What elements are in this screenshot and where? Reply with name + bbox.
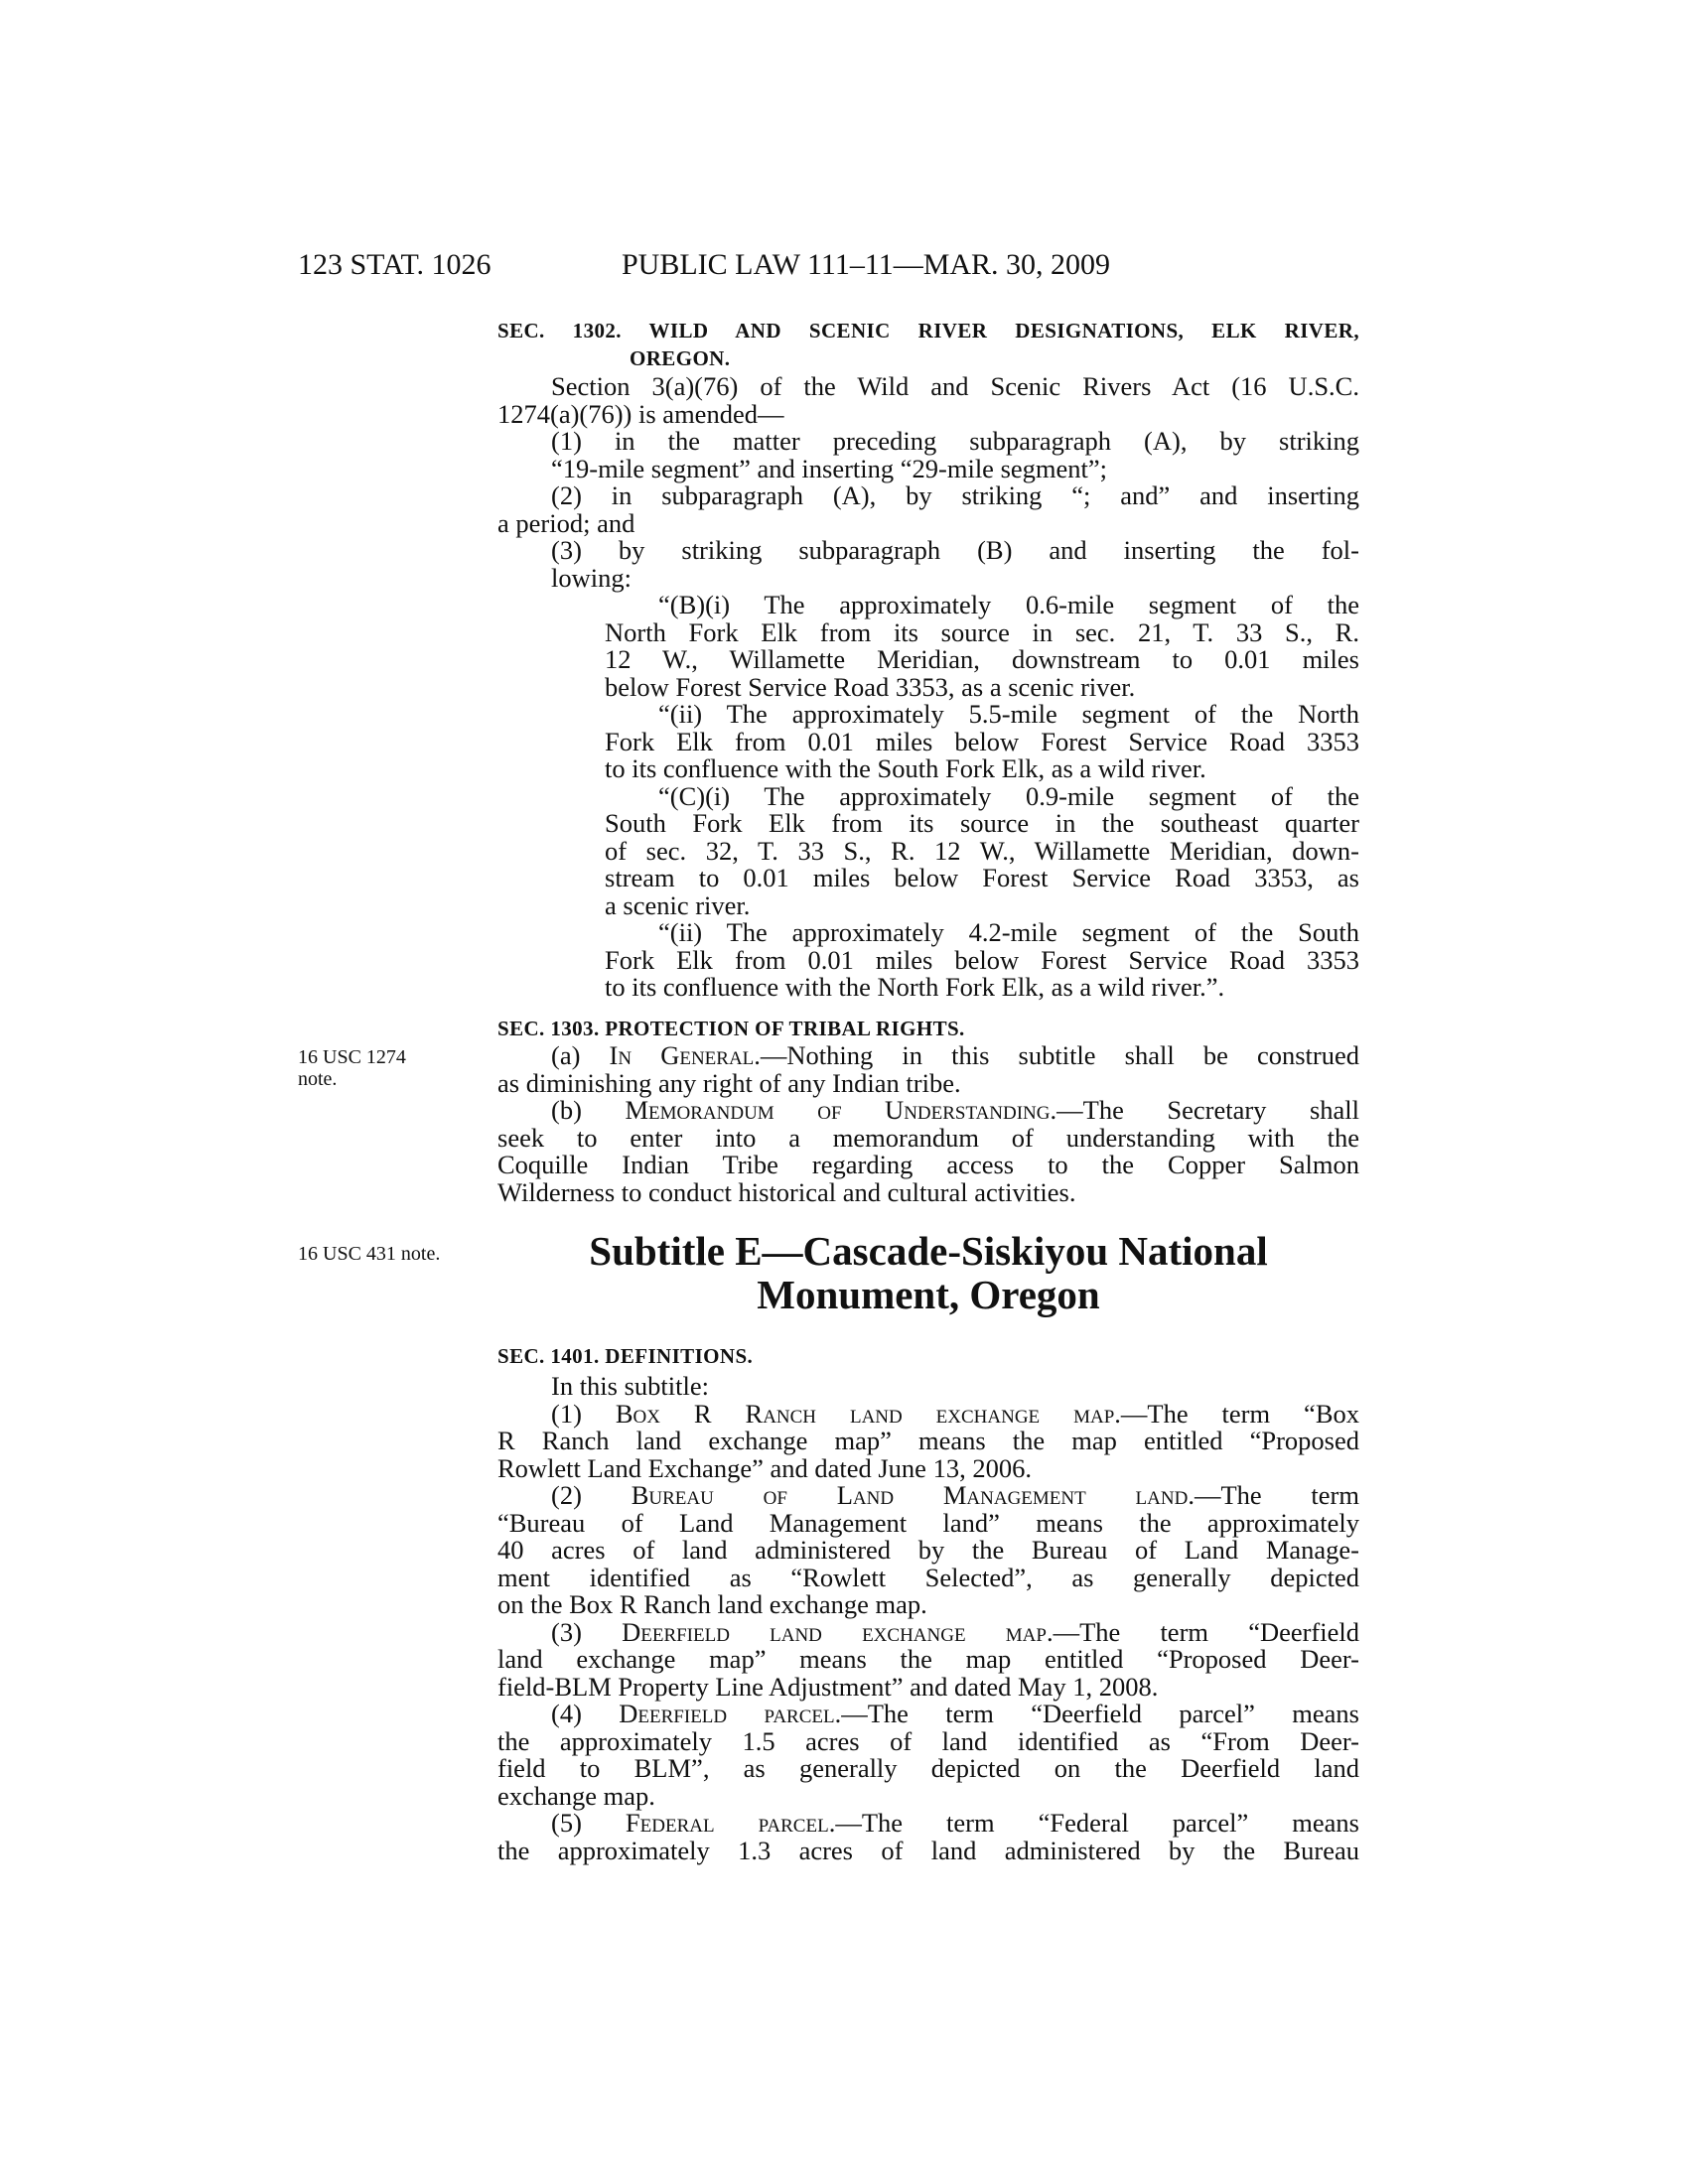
definition-term: Box R Ranch land exchange map — [615, 1398, 1115, 1429]
amendment-text — [497, 373, 1359, 1002]
subtitle-heading — [497, 1229, 1359, 1316]
text-line — [497, 1616, 1359, 1647]
section-1401-heading: SEC. 1401. DEFINITIONS. — [497, 1344, 754, 1368]
text-line: seek to enter into a memorandum of understanding with the — [497, 1122, 1359, 1153]
paragraph-text: .—The term “Deerfield parcel” means — [834, 1699, 1359, 1728]
text-line: field to BLM”, as generally depicted on the Deerfield land — [497, 1753, 1359, 1783]
text-line: exchange map. — [497, 1780, 655, 1811]
quoted-text — [497, 592, 1359, 1002]
paragraph-number: (3) — [551, 1616, 623, 1647]
text-line: field-BLM Property Line Adjustment” and dated May 1, 2008. — [497, 1671, 1159, 1702]
text-line: 40 acres of land administered by the Bureau of Land Manage- — [497, 1535, 1359, 1565]
text-line: Section 3(a)(76) of the Wild and Scenic Rivers Act (16 U.S.C. — [551, 371, 1359, 401]
text-line: ment identified as “Rowlett Selected”, as generally depicted — [497, 1562, 1359, 1592]
paragraph-number: (4) — [551, 1699, 620, 1728]
text-line: (2) in subparagraph (A), by striking “; and” and inserting — [551, 480, 1359, 510]
paragraph-term: In General — [609, 1040, 755, 1070]
text-line: Coquille Indian Tribe regarding access to the Copper Salmon — [497, 1150, 1359, 1179]
paragraph-text: .—The term “Deerfield — [1046, 1616, 1359, 1647]
section-1302 — [497, 318, 1359, 372]
margin-note-line: note. — [298, 1068, 338, 1090]
text-line: 12 W., Willamette Meridian, downstream to 0.01 miles — [605, 644, 1359, 674]
text-line: 1274(a)(76)) is amended— — [497, 398, 784, 429]
text-line: (3) by striking subparagraph (B) and inserting the fol- — [551, 535, 1359, 565]
text-line: North Fork Elk from its source in sec. 21, T. 33 S., R. — [605, 616, 1359, 647]
paragraph-text: .—The term — [1188, 1480, 1359, 1510]
text-line — [497, 1482, 1359, 1510]
paragraph-number: (1) — [551, 1398, 616, 1429]
text-line: Fork Elk from 0.01 miles below Forest Service Road 3353 — [605, 944, 1359, 975]
margin-note: 16 USC 431 note. — [298, 1243, 441, 1265]
running-header: PUBLIC LAW 111–11—MAR. 30, 2009 — [622, 248, 1111, 281]
text-line: “Bureau of Land Management land” means the approximately — [497, 1507, 1359, 1538]
text-line: stream to 0.01 miles below Forest Service Road 3353, as — [605, 863, 1359, 892]
paragraph-number: (a) — [551, 1040, 610, 1070]
text-line: the approximately 1.3 acres of land administered by the Bureau — [497, 1835, 1359, 1865]
text-line: as diminishing any right of any Indian tribe. — [497, 1067, 961, 1098]
text-line — [497, 1042, 1359, 1070]
text-line: on the Box R Ranch land exchange map. — [497, 1589, 927, 1619]
text-line — [497, 1097, 1359, 1125]
text-line: of sec. 32, T. 33 S., R. 12 W., Willamette Meridian, down- — [605, 835, 1359, 866]
text-line: (1) in the matter preceding subparagraph (A), by striking — [551, 426, 1359, 456]
section-heading: SEC. 1302. WILD AND SCENIC RIVER DESIGNATIONS, ELK RIVER, — [497, 319, 1359, 342]
section-1303-heading: SEC. 1303. PROTECTION OF TRIBAL RIGHTS. — [497, 1017, 965, 1040]
section-heading-continued: OREGON. — [630, 345, 731, 370]
definition-term: Bureau of Land Management land — [631, 1480, 1189, 1510]
text-line: Fork Elk from 0.01 miles below Forest Service Road 3353 — [605, 726, 1359, 756]
text-line: “(C)(i) The approximately 0.9-mile segment of the — [658, 780, 1359, 811]
text-line: “19-mile segment” and inserting “29-mile segment”; — [551, 453, 1108, 483]
margin-note — [298, 1046, 467, 1090]
text-line: “(B)(i) The approximately 0.6-mile segment of the — [658, 590, 1359, 619]
text-line: R Ranch land exchange map” means the map entitled “Proposed — [497, 1426, 1359, 1455]
text-line: Rowlett Land Exchange” and dated June 13, 2006. — [497, 1452, 1032, 1483]
subtitle-heading-line: Subtitle E—Cascade-Siskiyou National — [589, 1228, 1268, 1274]
text-line: lowing: — [551, 562, 632, 593]
paragraph-number: (b) — [551, 1095, 626, 1125]
section-1303-body — [497, 1042, 1359, 1206]
text-line: “(ii) The approximately 4.2-mile segment of the South — [658, 917, 1359, 947]
text-line — [497, 1701, 1359, 1728]
definition-term: Federal parcel — [625, 1808, 829, 1838]
text-line: Wilderness to conduct historical and cultural activities. — [497, 1176, 1076, 1207]
text-line: land exchange map” means the map entitled “Proposed Deer- — [497, 1644, 1359, 1674]
text-line: a scenic river. — [605, 889, 751, 920]
page-stat-reference: 123 STAT. 1026 — [298, 248, 492, 281]
paragraph-text: .—The Secretary shall — [1050, 1095, 1360, 1125]
text-line: below Forest Service Road 3353, as a scenic river. — [605, 671, 1136, 702]
margin-note-line: 16 USC 1274 — [298, 1046, 406, 1068]
paragraph-number: (2) — [551, 1480, 632, 1510]
paragraph-number: (5) — [551, 1808, 626, 1838]
paragraph-text: .—Nothing in this subtitle shall be construed — [754, 1040, 1359, 1070]
section-1401-body — [497, 1373, 1359, 1864]
paragraph-text: .—The term “Federal parcel” means — [828, 1808, 1359, 1838]
text-line: to its confluence with the North Fork Elk, as a wild river.”. — [605, 972, 1225, 1002]
text-line: “(ii) The approximately 5.5-mile segment of the North — [658, 699, 1359, 729]
definition-term: Deerfield land exchange map — [622, 1616, 1047, 1647]
text-line: a period; and — [497, 507, 635, 538]
text-line: In this subtitle: — [551, 1371, 709, 1401]
definition-term: Deerfield parcel — [619, 1699, 835, 1728]
text-line: to its confluence with the South Fork Elk, as a wild river. — [605, 753, 1206, 783]
text-line: South Fork Elk from its source in the southeast quarter — [605, 808, 1359, 838]
text-line — [497, 1810, 1359, 1838]
paragraph-text: .—The term “Box — [1114, 1398, 1359, 1429]
text-line — [497, 1398, 1359, 1429]
paragraph-term: Memorandum of Understanding — [625, 1095, 1051, 1125]
subtitle-heading-line: Monument, Oregon — [757, 1272, 1100, 1317]
text-line: the approximately 1.5 acres of land identified as “From Deer- — [497, 1725, 1359, 1756]
